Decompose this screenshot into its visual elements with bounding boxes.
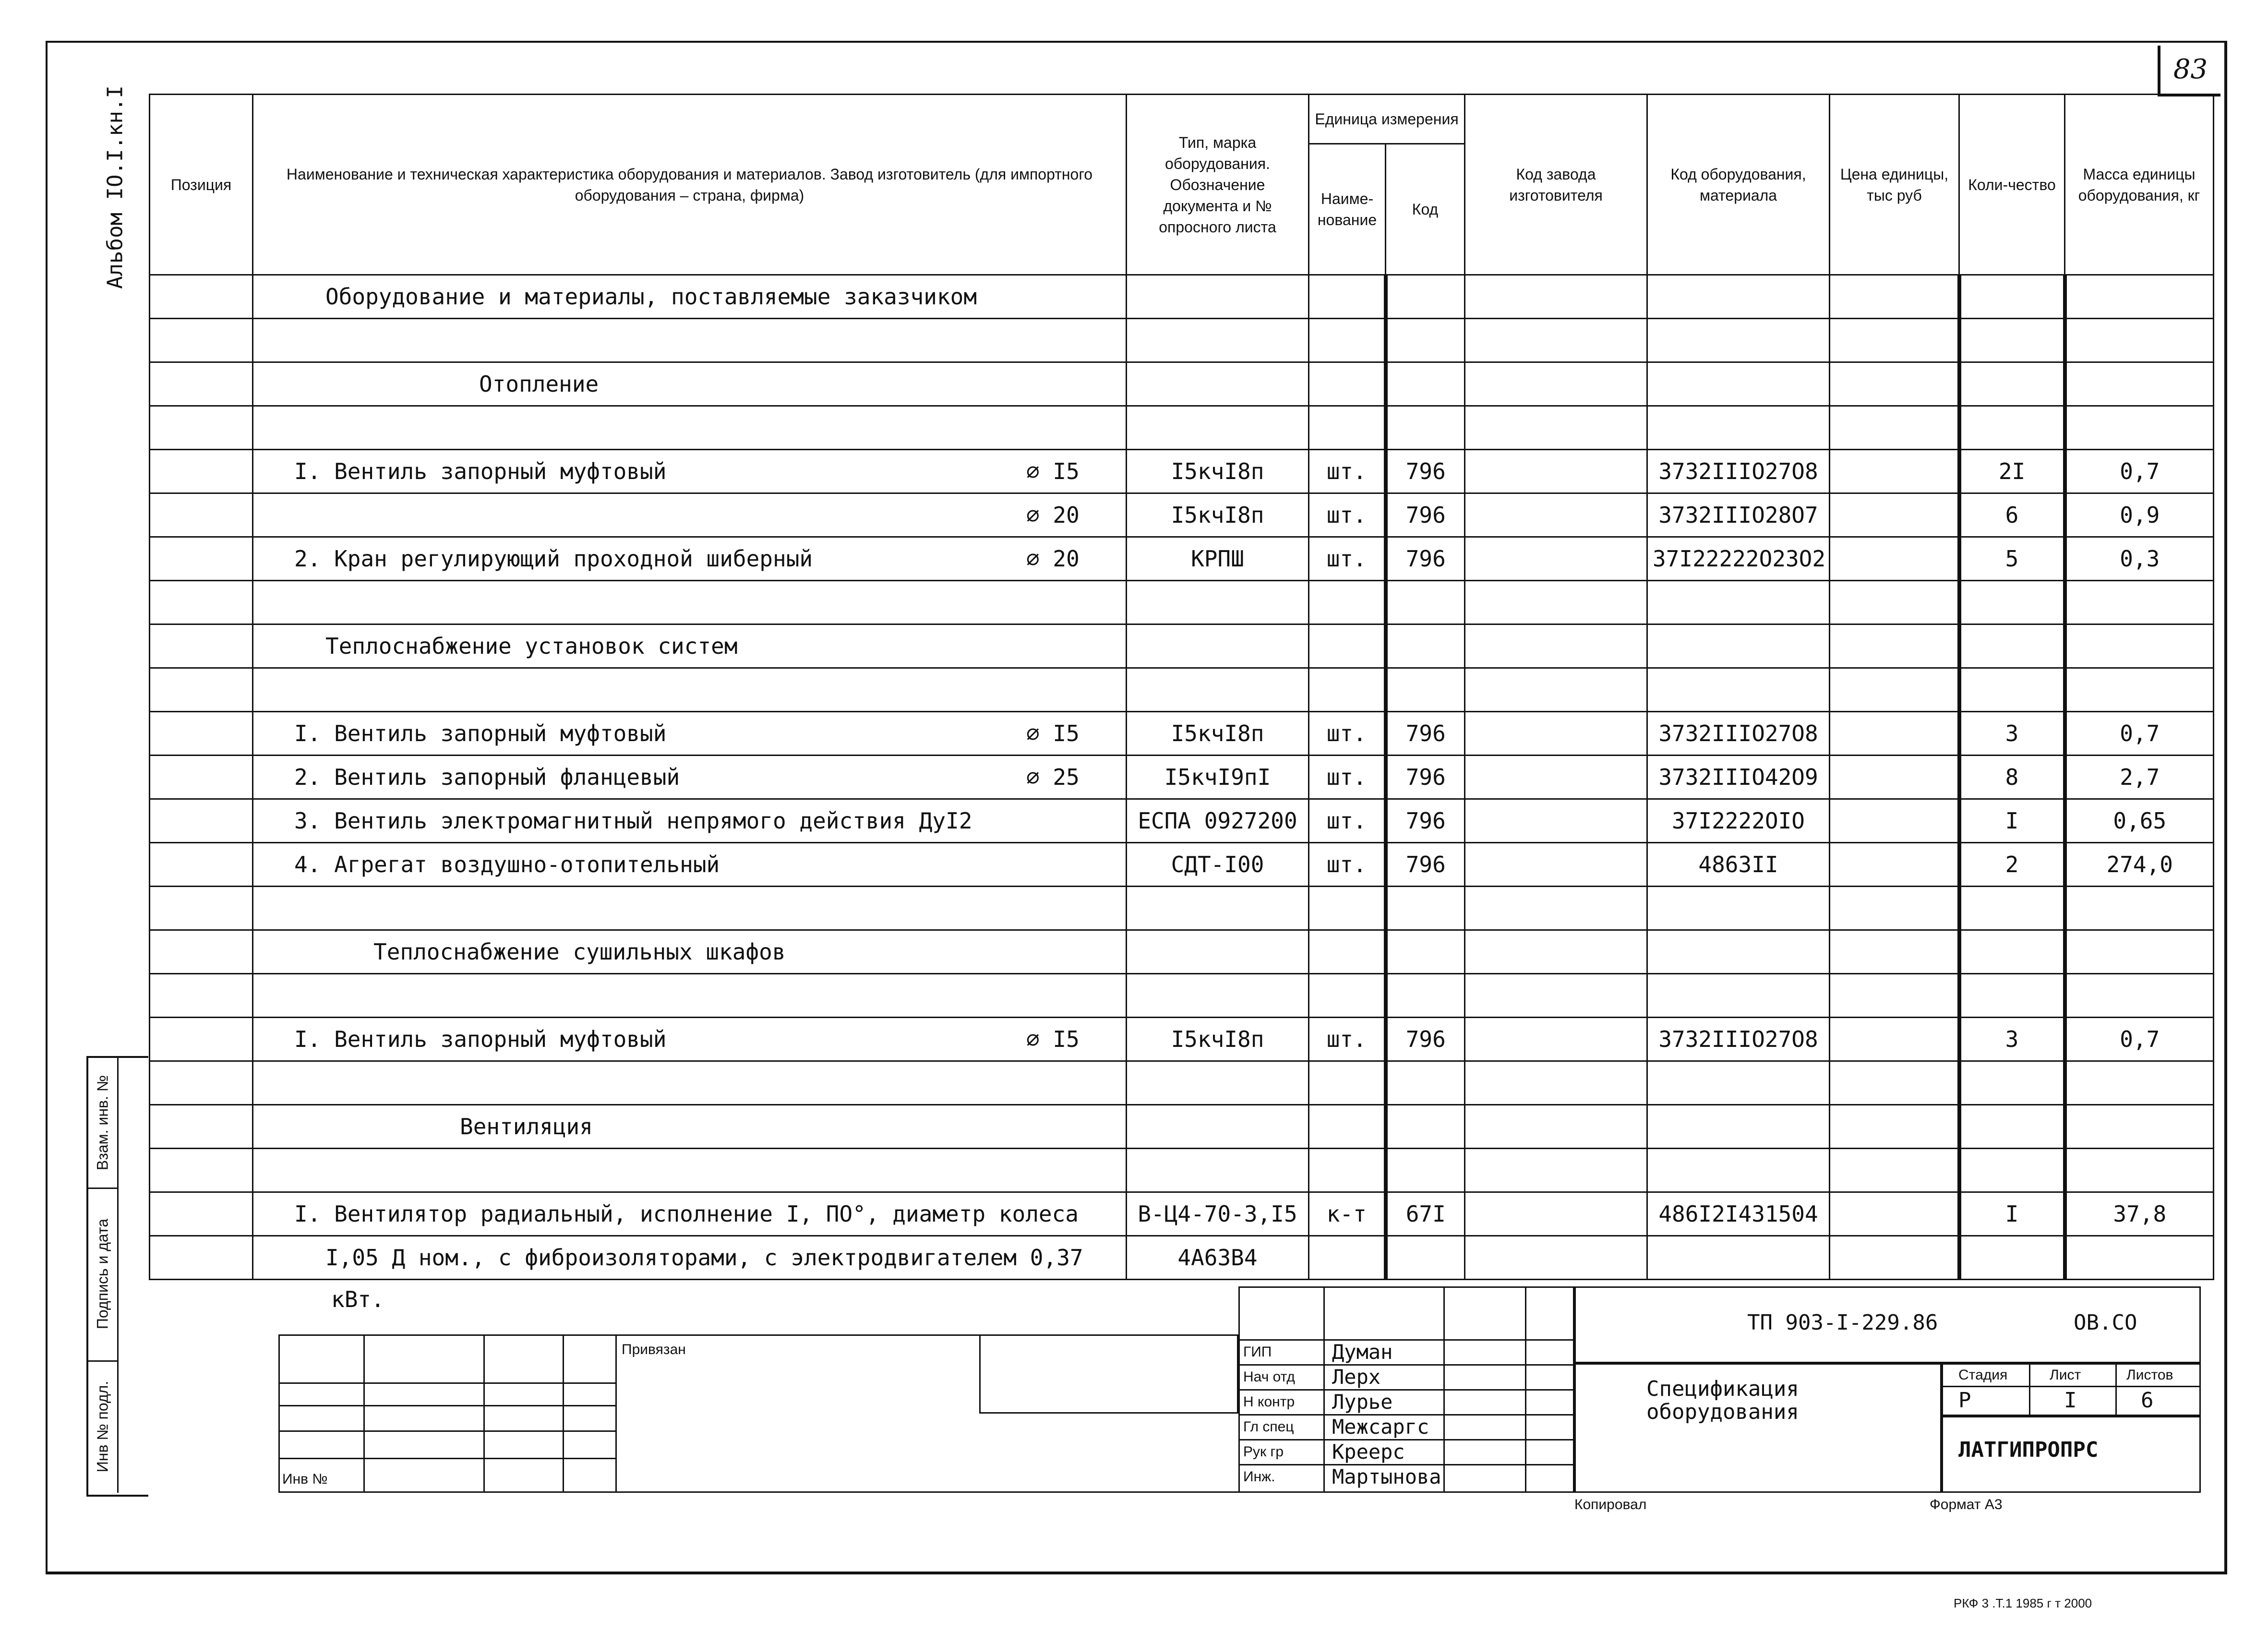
item-mass: 2,7 (2065, 756, 2214, 799)
item-type: КРПШ (1127, 537, 1309, 581)
signer-name: Межсаргс (1332, 1415, 1429, 1439)
item-mass: 0,65 (2065, 799, 2214, 843)
table-row-blank (150, 887, 2214, 930)
role-label: Рук гр (1243, 1444, 1284, 1460)
item-mass: 0,7 (2065, 1018, 2214, 1061)
item-unit-code: 796 (1386, 1018, 1465, 1061)
header-mass: Масса единицы оборудования, кг (2065, 95, 2214, 275)
item-diameter: ⌀ 20 (1026, 546, 1080, 572)
item-quantity: 3 (1959, 1018, 2065, 1061)
stage-label: Стадия (1958, 1367, 2008, 1383)
table-row-blank (150, 319, 2214, 362)
item-quantity: 5 (1959, 537, 2065, 581)
role-label: Нач отд (1243, 1369, 1295, 1385)
item-diameter: ⌀ 20 (1026, 502, 1080, 528)
doc-code: ТП 903-I-229.86 (1747, 1310, 1938, 1335)
item-name: 2. Вентиль запорный фланцевый (294, 764, 680, 790)
item-type: 4А63В4 (1127, 1236, 1309, 1280)
item-unit-code: 796 (1386, 843, 1465, 887)
sheet-label: Лист (2050, 1367, 2081, 1383)
table-row-blank (150, 581, 2214, 624)
item-unit-code: 796 (1386, 712, 1465, 756)
header-name: Наименование и техническая характеристика оборудования и материалов. Завод изготовитель (для импортного оборудования – страна, фирма) (253, 95, 1127, 275)
table-row-subsection2 (150, 930, 2214, 974)
signer-name: Мартынова (1332, 1465, 1441, 1488)
item-type: СДТ-I00 (1127, 843, 1309, 887)
role-label: Инж. (1243, 1469, 1275, 1485)
item-name: I. Вентиль запорный муфтовый (294, 1026, 667, 1052)
side-vzam-inv: Взам. инв. № (88, 1058, 119, 1189)
item-type: I5кчI8п (1127, 450, 1309, 493)
table-row-blank (150, 668, 2214, 712)
item-diameter: ⌀ I5 (1026, 720, 1080, 746)
subsection-title: Вентиляция (460, 1114, 593, 1140)
section-title: Оборудование и материалы, поставляемые заказчиком (325, 284, 977, 310)
table-row (150, 712, 2214, 756)
item-mass: 0,7 (2065, 712, 2214, 756)
item-unit: шт. (1309, 756, 1386, 799)
item-name: I. Вентилятор радиальный, исполнение I, ПО°, диаметр колеса (294, 1201, 1079, 1227)
item-unit-code: 796 (1386, 493, 1465, 537)
role-label: ГИП (1243, 1344, 1272, 1360)
header-type: Тип, марка оборудования. Обозначение документа и № опросного листа (1127, 95, 1309, 275)
table-row-section (150, 275, 2214, 319)
item-quantity: I (1959, 799, 2065, 843)
item-unit: шт. (1309, 493, 1386, 537)
table-row-subsection (150, 362, 2214, 406)
print-footer: РКФ 3 .Т.1 1985 г т 2000 (1954, 1596, 2092, 1610)
table-row (150, 537, 2214, 581)
subsection-title: Теплоснабжение сушильных шкафов (373, 939, 786, 965)
sheets-value: 6 (2141, 1388, 2154, 1413)
table-row (150, 493, 2214, 537)
table-row-cont (150, 1236, 2214, 1280)
item-unit-code: 796 (1386, 450, 1465, 493)
item-name: 4. Агрегат воздушно-отопительный (294, 852, 720, 877)
table-row-subsection (150, 624, 2214, 668)
item-type: В-Ц4-70-3,I5 (1127, 1192, 1309, 1236)
item-material-code: 37I22222O23O2 (1647, 537, 1830, 581)
item-mass: 0,3 (2065, 537, 2214, 581)
item-unit: шт. (1309, 799, 1386, 843)
table-row-blank (150, 406, 2214, 450)
side-podpis-data: Подпись и дата (88, 1188, 119, 1362)
subsection-title: Отопление (479, 371, 599, 397)
item-unit-code: 796 (1386, 537, 1465, 581)
signer-name: Лерх (1332, 1365, 1381, 1389)
item-diameter: ⌀ 25 (1026, 764, 1080, 790)
inv-no-label: Инв № (282, 1471, 328, 1487)
table-row-subsection3 (150, 1105, 2214, 1149)
table-row (150, 1192, 2214, 1236)
item-name: I,05 Д ном., с фиброизоляторами, с электродвигателем 0,37 (325, 1245, 1083, 1271)
item-type: I5кчI8п (1127, 493, 1309, 537)
header-price: Цена единицы, тыс руб (1830, 95, 1959, 275)
header-plant-code: Код завода изготовителя (1465, 95, 1647, 275)
item-unit-code: 67I (1386, 1192, 1465, 1236)
org-name: ЛАТГИПРОПРС (1958, 1438, 2099, 1462)
item-unit: к-т (1309, 1192, 1386, 1236)
item-quantity: 3 (1959, 712, 2065, 756)
table-row-blank (150, 974, 2214, 1018)
item-type: ЕСПА 0927200 (1127, 799, 1309, 843)
header-unit-code: Код (1386, 144, 1465, 275)
item-quantity: 6 (1959, 493, 2065, 537)
item-unit-code: 796 (1386, 756, 1465, 799)
header-unit-group: Единица измерения (1309, 95, 1465, 144)
specification-table (149, 94, 2214, 1280)
item-quantity: 2I (1959, 450, 2065, 493)
continuation-text: кВт. (331, 1286, 384, 1312)
item-unit: шт. (1309, 712, 1386, 756)
item-type: I5кчI8п (1127, 712, 1309, 756)
doc-title: Спецификация оборудования (1646, 1377, 1799, 1424)
table-row (150, 756, 2214, 799)
item-name: I. Вентиль запорный муфтовый (294, 458, 667, 484)
table-row-blank (150, 1061, 2214, 1105)
table-row (150, 799, 2214, 843)
item-material-code: 37I2222OIO (1647, 799, 1830, 843)
item-material-code: 3732IIIO27O8 (1647, 1018, 1830, 1061)
side-inv-podl: Инв № подл. (88, 1360, 119, 1493)
item-material-code: 3732IIIO27O8 (1647, 450, 1830, 493)
doc-section: ОВ.СО (2074, 1310, 2137, 1335)
item-mass: 0,7 (2065, 450, 2214, 493)
table-row (150, 450, 2214, 493)
signer-name: Думан (1332, 1340, 1393, 1364)
privyazan-label: Привязан (622, 1342, 686, 1357)
album-label: Альбом IO.I.кн.I (103, 85, 128, 289)
item-material-code: 3732IIIO28O7 (1647, 493, 1830, 537)
header-position: Позиция (150, 95, 253, 275)
item-unit: шт. (1309, 537, 1386, 581)
item-type: I5кчI9пI (1127, 756, 1309, 799)
item-unit: шт. (1309, 450, 1386, 493)
item-name: 3. Вентиль электромагнитный непрямого действия ДуI2 (294, 808, 972, 834)
item-unit: шт. (1309, 1018, 1386, 1061)
sheet-value: I (2064, 1388, 2077, 1413)
side-stamp (86, 1056, 148, 1497)
table-row (150, 1018, 2214, 1061)
item-material-code: 3732IIIO27O8 (1647, 712, 1830, 756)
header-material-code: Код оборудования, материала (1647, 95, 1830, 275)
header-unit-name: Наиме-нование (1309, 144, 1386, 275)
role-label: Гл спец (1243, 1419, 1294, 1435)
item-unit: шт. (1309, 843, 1386, 887)
item-material-code: 486I2I431504 (1647, 1192, 1830, 1236)
format-label: Формат А3 (1930, 1497, 2003, 1512)
item-mass: 274,0 (2065, 843, 2214, 887)
item-mass: 0,9 (2065, 493, 2214, 537)
item-quantity: 8 (1959, 756, 2065, 799)
signer-name: Лурье (1332, 1390, 1393, 1414)
item-mass: 37,8 (2065, 1192, 2214, 1236)
subsection-title: Теплоснабжение установок систем (325, 633, 738, 659)
item-type: I5кчI8п (1127, 1018, 1309, 1061)
item-diameter: ⌀ I5 (1026, 1026, 1080, 1052)
item-quantity: I (1959, 1192, 2065, 1236)
table-row-blank (150, 1149, 2214, 1192)
item-name: 2. Кран регулирующий проходной шиберный (294, 546, 813, 572)
table-row (150, 843, 2214, 887)
item-quantity: 2 (1959, 843, 2065, 887)
sheets-label: Листов (2126, 1367, 2173, 1383)
item-material-code: 4863II (1647, 843, 1830, 887)
item-unit-code: 796 (1386, 799, 1465, 843)
item-name: I. Вентиль запорный муфтовый (294, 720, 667, 746)
signer-name: Креерс (1332, 1440, 1405, 1464)
item-material-code: 3732IIIO42O9 (1647, 756, 1830, 799)
stage-value: Р (1958, 1388, 1971, 1413)
sheet-number: 83 (2158, 46, 2220, 96)
header-quantity: Коли-чество (1959, 95, 2065, 275)
copied-label: Копировал (1574, 1497, 1647, 1512)
role-label: Н контр (1243, 1394, 1295, 1410)
item-diameter: ⌀ I5 (1026, 458, 1080, 484)
